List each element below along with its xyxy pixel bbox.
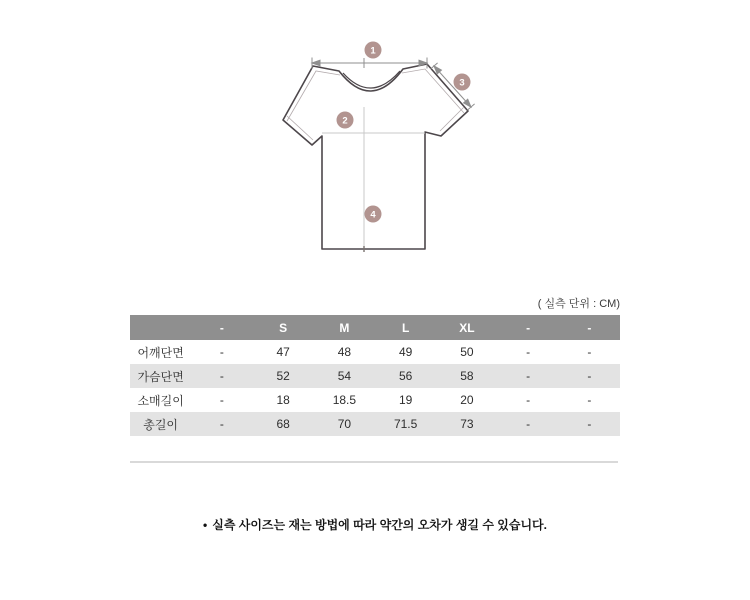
header-cell-dash-3: - xyxy=(559,315,620,340)
header-cell-l: L xyxy=(375,315,436,340)
size-table xyxy=(130,315,620,436)
size-cell: - xyxy=(559,340,620,364)
measure-note xyxy=(0,516,750,533)
size-cell: - xyxy=(191,364,252,388)
header-cell-label xyxy=(130,315,191,340)
size-cell: 18 xyxy=(253,388,314,412)
size-cell: 48 xyxy=(314,340,375,364)
table-row-chest xyxy=(130,364,620,388)
marker-3-number: 3 xyxy=(459,77,465,89)
unit-label: ( 실측 단위 : CM) xyxy=(537,298,620,310)
size-cell: 54 xyxy=(314,364,375,388)
table-row-length xyxy=(130,412,620,436)
header-cell-dash-1: - xyxy=(191,315,252,340)
size-cell: - xyxy=(191,340,252,364)
header-cell-dash-2: - xyxy=(498,315,559,340)
size-cell: 68 xyxy=(253,412,314,436)
marker-2-number: 2 xyxy=(342,115,348,127)
size-cell: - xyxy=(559,388,620,412)
size-table-header-row xyxy=(130,315,620,340)
note-text: 실측 사이즈는 재는 방법에 따라 약간의 오차가 생길 수 있습니다. xyxy=(212,518,547,532)
size-cell: - xyxy=(559,412,620,436)
row-label: 어깨단면 xyxy=(130,340,191,364)
divider xyxy=(130,461,618,463)
note-bullet: • xyxy=(203,518,208,532)
header-cell-m: M xyxy=(314,315,375,340)
row-label: 총길이 xyxy=(130,412,191,436)
marker-1-number: 1 xyxy=(370,45,376,57)
size-cell: - xyxy=(191,388,252,412)
size-cell: 58 xyxy=(436,364,497,388)
header-cell-s: S xyxy=(253,315,314,340)
size-cell: - xyxy=(498,412,559,436)
size-cell: 56 xyxy=(375,364,436,388)
table-row-shoulder xyxy=(130,340,620,364)
size-cell: 70 xyxy=(314,412,375,436)
size-cell: - xyxy=(498,364,559,388)
size-cell: 49 xyxy=(375,340,436,364)
size-cell: 20 xyxy=(436,388,497,412)
size-cell: 18.5 xyxy=(314,388,375,412)
size-cell: 52 xyxy=(253,364,314,388)
size-cell: 50 xyxy=(436,340,497,364)
row-label: 소매길이 xyxy=(130,388,191,412)
size-cell: - xyxy=(559,364,620,388)
tshirt-measurement-diagram xyxy=(268,30,490,265)
size-cell: - xyxy=(191,412,252,436)
size-cell: - xyxy=(498,388,559,412)
table-row-sleeve xyxy=(130,388,620,412)
size-cell: 71.5 xyxy=(375,412,436,436)
size-cell: 47 xyxy=(253,340,314,364)
row-label: 가슴단면 xyxy=(130,364,191,388)
header-cell-xl: XL xyxy=(436,315,497,340)
size-cell: - xyxy=(498,340,559,364)
tshirt-diagram-svg xyxy=(268,30,490,265)
size-cell: 19 xyxy=(375,388,436,412)
marker-4-number: 4 xyxy=(370,209,376,221)
size-cell: 73 xyxy=(436,412,497,436)
